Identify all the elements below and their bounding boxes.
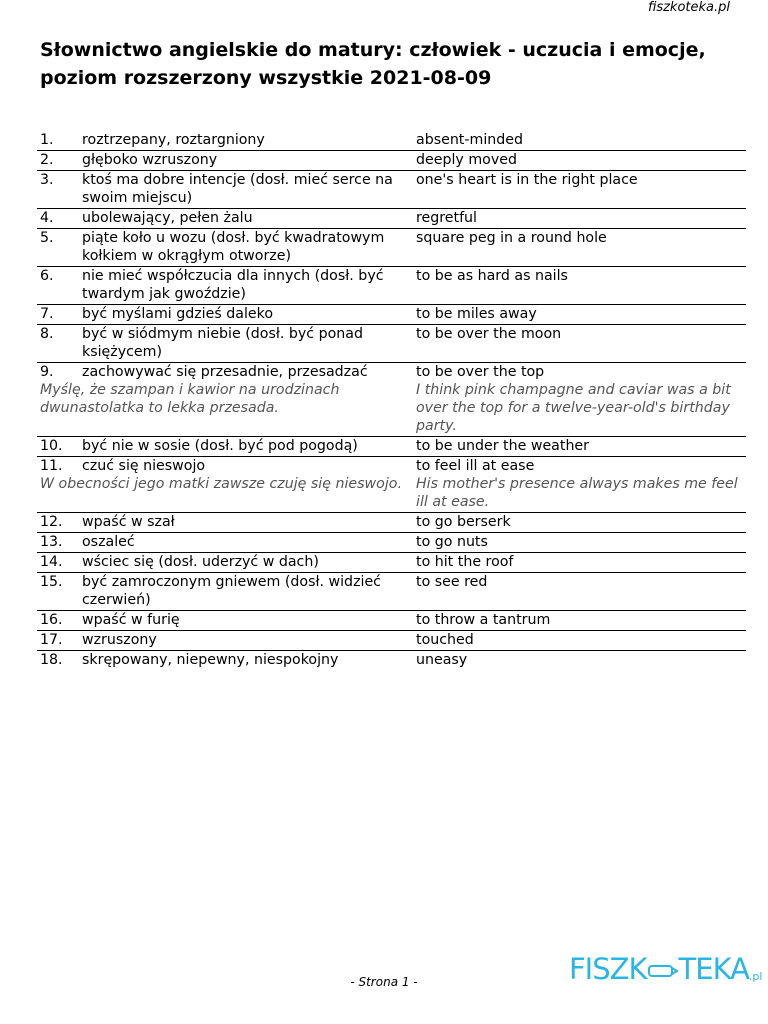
polish-term: zachowywać się przesadnie, przesadzać <box>82 364 368 380</box>
english-term: deeply moved <box>416 152 517 168</box>
polish-term: być w siódmym niebie (dosł. być ponad księżycem) <box>82 326 363 360</box>
entry-number: 4. <box>40 210 54 226</box>
entry-number: 14. <box>40 554 63 570</box>
example-polish: W obecności jego matki zawsze czuję się nieswojo. <box>40 476 402 492</box>
vocab-entry <box>37 573 746 611</box>
example-english: I think pink champagne and caviar was a bit over the top for a twelve-year-old's birthday party. <box>416 382 731 434</box>
entry-number: 16. <box>40 612 63 628</box>
english-term: to feel ill at ease <box>416 458 535 474</box>
english-term: to go nuts <box>416 534 488 550</box>
vocab-entry <box>37 611 746 631</box>
entry-number: 7. <box>40 306 54 322</box>
polish-term: ktoś ma dobre intencje (dosł. mieć serce na swoim miejscu) <box>82 172 393 206</box>
entry-number: 18. <box>40 652 63 668</box>
vocab-entry <box>37 131 746 151</box>
entry-number: 12. <box>40 514 63 530</box>
vocab-entry <box>37 305 746 325</box>
polish-term: skrępowany, niepewny, niespokojny <box>82 652 339 668</box>
entry-number: 17. <box>40 632 63 648</box>
english-term: touched <box>416 632 474 648</box>
vocab-entry <box>37 553 746 573</box>
page-number: - Strona 1 - <box>350 975 418 989</box>
english-term: absent-minded <box>416 132 523 148</box>
example-english: His mother's presence always makes me feel ill at ease. <box>416 476 738 510</box>
english-term: square peg in a round hole <box>416 230 607 246</box>
example-polish: Myślę, że szampan i kawior na urodzinach dwunastolatka to lekka przesada. <box>40 382 340 416</box>
vocab-entry <box>37 513 746 533</box>
polish-term: być zamroczonym gniewem (dosł. widzieć czerwień) <box>82 574 381 608</box>
english-term: to see red <box>416 574 488 590</box>
polish-term: być nie w sosie (dosł. być pod pogodą) <box>82 438 358 454</box>
polish-term: piąte koło u wozu (dosł. być kwadratowym kołkiem w okrągłym otworze) <box>82 230 385 264</box>
entry-number: 13. <box>40 534 63 550</box>
entry-number: 6. <box>40 268 54 284</box>
polish-term: wściec się (dosł. uderzyć w dach) <box>82 554 319 570</box>
english-term: to be under the weather <box>416 438 589 454</box>
vocab-entry <box>37 325 746 363</box>
entry-number: 8. <box>40 326 54 342</box>
logo-text-right: TEKA <box>678 952 749 986</box>
english-term: one's heart is in the right place <box>416 172 638 188</box>
polish-term: wpaść w szał <box>82 514 175 530</box>
vocabulary-list <box>37 131 746 670</box>
vocab-entry <box>37 267 746 305</box>
entry-number: 9. <box>40 364 54 380</box>
entry-number: 15. <box>40 574 63 590</box>
english-term: to be over the moon <box>416 326 562 342</box>
polish-term: wpaść w furię <box>82 612 180 628</box>
vocab-entry <box>37 651 746 670</box>
vocab-entry <box>37 363 746 437</box>
polish-term: roztrzepany, roztargniony <box>82 132 265 148</box>
vocab-entry <box>37 229 746 267</box>
entry-number: 2. <box>40 152 54 168</box>
vocab-entry <box>37 171 746 209</box>
vocab-entry <box>37 457 746 513</box>
english-term: to be miles away <box>416 306 537 322</box>
english-term: to be over the top <box>416 364 545 380</box>
entry-number: 1. <box>40 132 54 148</box>
polish-term: głęboko wzruszony <box>82 152 218 168</box>
polish-term: nie mieć współczucia dla innych (dosł. być twardym jak gwoździe) <box>82 268 384 302</box>
document-title: Słownictwo angielskie do matury: człowiek - uczucia i emocje, poziom rozszerzony wszystkie 2021-08-09 <box>40 39 706 89</box>
english-term: to throw a tantrum <box>416 612 551 628</box>
vocab-entry <box>37 533 746 553</box>
entry-number: 5. <box>40 230 54 246</box>
vocab-entry <box>37 631 746 651</box>
entry-number: 3. <box>40 172 54 188</box>
polish-term: oszaleć <box>82 534 135 550</box>
polish-term: wzruszony <box>82 632 157 648</box>
entry-number: 11. <box>40 458 63 474</box>
logo-suffix: .pl <box>748 970 763 983</box>
english-term: uneasy <box>416 652 468 668</box>
vocab-entry <box>37 209 746 229</box>
polish-term: być myślami gdzieś daleko <box>82 306 274 322</box>
polish-term: czuć się nieswojo <box>82 458 206 474</box>
english-term: to hit the roof <box>416 554 514 570</box>
english-term: to go berserk <box>416 514 511 530</box>
english-term: regretful <box>416 210 477 226</box>
site-name: fiszkoteka.pl <box>647 0 730 15</box>
vocab-entry <box>37 437 746 457</box>
english-term: to be as hard as nails <box>416 268 568 284</box>
polish-term: ubolewający, pełen żalu <box>82 210 253 226</box>
vocab-entry <box>37 151 746 171</box>
entry-number: 10. <box>40 438 63 454</box>
logo-text-left: FISZK <box>569 952 647 986</box>
